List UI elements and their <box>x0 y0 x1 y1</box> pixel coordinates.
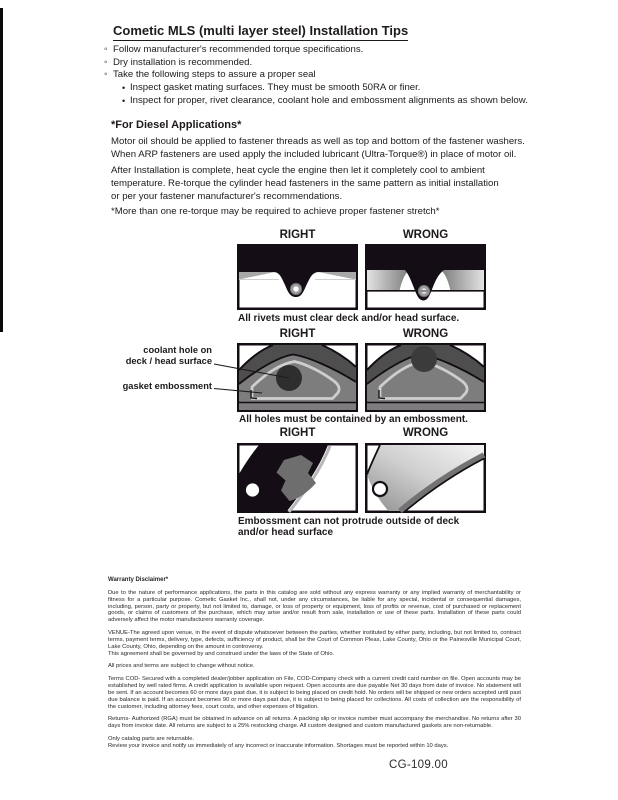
rivet-right-diagram <box>237 244 358 310</box>
holes-wrong-diagram <box>365 343 486 412</box>
legal-paragraph: Only catalog parts are returnable. <box>108 736 195 743</box>
legal-paragraph: Due to the nature of performance applications, the parts in this catalog are sold without any express warranty or any implied warranty of merchantability or fitness for a particular purpose. Cometic Gasket Inc., shall not, under any circumstances, be liable for any special, incidental or consequential damages, including, person, party or property, but not limited to, damage, or loss of property or equipment, loss of profits or revenue, cost of purchased or replacement goods, or claims of customers of the purchase, which may arise and/or result from sale, installation or use of these parts. Installation of these parts could adversely affect the motor manufacturers warranty coverage. <box>108 589 521 624</box>
bullet-text: Take the following steps to assure a proper seal <box>113 69 316 81</box>
bullet-text: Follow manufacturer's recommended torque specifications. <box>113 44 364 55</box>
diesel-paragraph: After Installation is complete, heat cycle the engine then let it completely cool to ambient temperature. Re-torque the cylinder head fasteners in the same pattern as initial installation or per your fastener manufacturer's recommendations. <box>111 165 499 202</box>
bullet-text: Dry installation is recommended. <box>113 56 253 68</box>
open-bullet-icon: ◦ <box>104 56 108 68</box>
page-title: Cometic MLS (multi layer steel) Installation Tips <box>113 23 408 41</box>
tips-bullet-list <box>104 44 528 108</box>
sub-bullet-item <box>122 82 528 95</box>
right-column-header: RIGHT <box>279 229 316 241</box>
scan-edge-artifact <box>0 8 3 332</box>
rivets-caption: All rivets must clear deck and/or head surface. <box>238 313 460 324</box>
bullet-item <box>104 57 528 70</box>
filled-bullet-icon: • <box>122 95 126 106</box>
legal-paragraph: Review your invoice and notify us immediately of any incorrect or inaccurate information. Shortages must be reported within 10 days. <box>108 743 449 749</box>
open-bullet-icon: ◦ <box>104 69 108 81</box>
coolant-hole-label: coolant hole on deck / head surface <box>125 345 212 366</box>
warranty-heading: Warranty Disclaimer* <box>108 577 169 583</box>
holes-caption: All holes must be contained by an embossment. <box>239 414 468 425</box>
open-bullet-icon: ◦ <box>104 44 108 55</box>
diesel-heading: *For Diesel Applications* <box>111 119 242 131</box>
legal-section <box>108 577 521 750</box>
bullet-text: Inspect gasket mating surfaces. They must be smooth 50RA or finer. <box>130 82 421 94</box>
bullet-item <box>104 44 528 57</box>
bullet-item <box>104 69 528 82</box>
protrude-right-diagram <box>237 443 358 513</box>
legal-paragraph: Returns- Authorized (RGA) must be obtained in advance on all returns. A packing slip or invoice number must accompany the merchandise. No returns after 30 days from invoice date. All returns are subject to a 25% restocking charge. All custom designed and custom manufactured gaskets are non-returnable. <box>108 716 521 730</box>
rivet-wrong-diagram <box>365 244 486 310</box>
retorque-note: *More than one re-torque may be required to achieve proper fastener stretch* <box>111 206 440 218</box>
wrong-column-header: WRONG <box>402 328 449 340</box>
page-code: CG-109.00 <box>389 759 448 771</box>
wrong-column-header: WRONG <box>402 229 449 241</box>
annotation-pointer-lines <box>110 342 300 402</box>
legal-paragraph: Terms COD- Secured with a completed dealer/jobber application on File, COD-Company check with a current credit card number on file. Open accounts may be established by well rated firms. A credit application is available upon request. Open accounts are due payable Net 30 days from date of invoice. No statement will be sent. If an account becomes 60 or more days past due, it is subject to being placed on credit hold. No orders will be shipped or new orders accepted until past due balance is paid. If an account becomes 90 or more days past due, it is subject to being placed for collections. All costs of collection are the responsibility of the customer, including attorney fees, court costs, and other expenses of litigation. <box>108 676 521 710</box>
wrong-column-header: WRONG <box>402 427 449 439</box>
gasket-embossment-label: gasket embossment <box>122 381 212 391</box>
protrude-caption: Embossment can not protrude outside of deck and/or head surface <box>238 516 460 538</box>
diesel-section <box>111 119 525 219</box>
right-column-header: RIGHT <box>279 328 316 340</box>
right-column-header: RIGHT <box>279 427 316 439</box>
protrude-wrong-diagram <box>365 443 486 513</box>
filled-bullet-icon: • <box>122 83 126 94</box>
legal-paragraph: All prices and terms are subject to change without notice. <box>108 663 255 670</box>
legal-paragraph: This agreement shall be governed by and construed under the laws of the State of Ohio. <box>108 650 335 657</box>
sub-bullet-item <box>122 95 528 108</box>
legal-paragraph: VENUE-The agreed upon venue, in the event of dispute whatsoever between the parties, whether instituted by either party, including, but not limited to, contract terms, payment terms, delivery, type, defects, sufficiency of product, shall be the Court of Common Pleas, Lake County, Ohio or the Painesville Municipal Court, Lake County, Ohio, depending on the amount in controversy. <box>108 630 521 650</box>
bullet-text: Inspect for proper, rivet clearance, coolant hole and embossment alignments as shown below. <box>130 94 528 106</box>
diesel-paragraph: Motor oil should be applied to fastener threads as well as top and bottom of the fastener washers. When ARP fasteners are used apply the included lubricant (Ultra-Torque®) in place of motor oil. <box>111 136 525 160</box>
